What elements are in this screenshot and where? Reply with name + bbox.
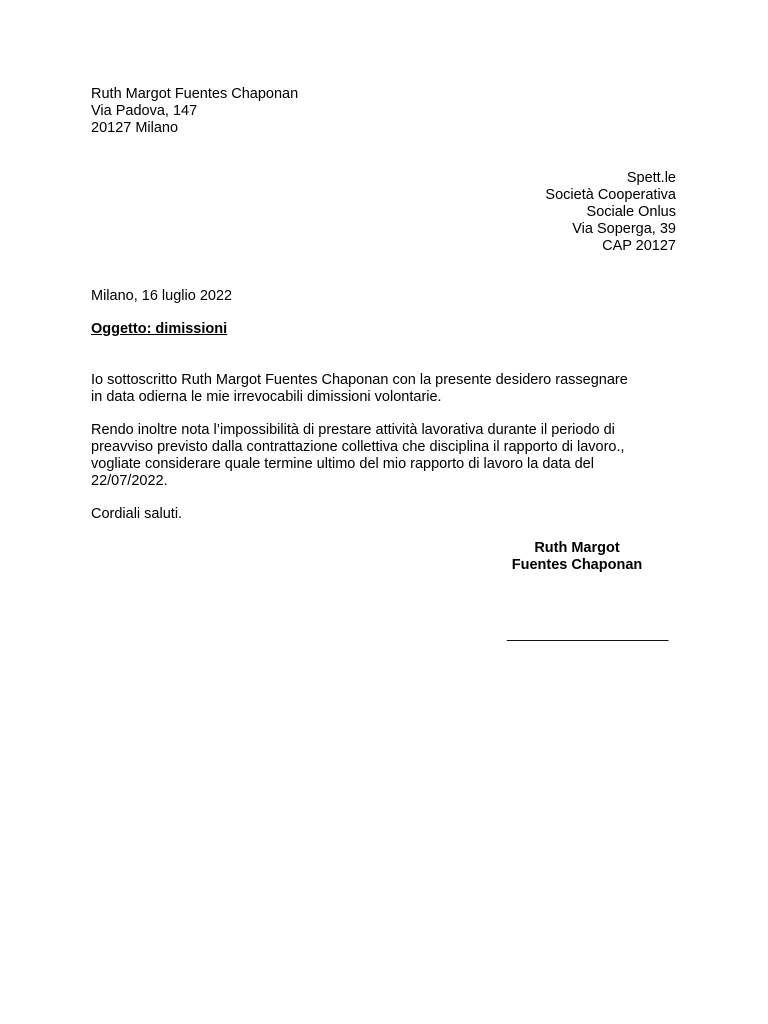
letter-subject: Oggetto: dimissioni	[91, 321, 228, 337]
letter-date: Milano, 16 luglio 2022	[91, 288, 233, 304]
body-line: Io sottoscritto Ruth Margot Fuentes Chaponan con la presente desidero rassegnare	[91, 372, 628, 388]
sender-address	[91, 86, 298, 137]
sender-name: Ruth Margot Fuentes Chaponan	[91, 86, 299, 102]
recipient-salutation: Spett.le	[626, 170, 676, 186]
body-line: Rendo inoltre nota l’impossibilità di prestare attività lavorativa durante il periodo di	[91, 422, 615, 438]
recipient-line2: Sociale Onlus	[586, 204, 676, 220]
signature-name-line2: Fuentes Chaponan	[511, 557, 643, 573]
signature-name	[497, 540, 657, 574]
body-paragraph-1	[91, 372, 681, 406]
letter-body	[91, 372, 681, 506]
recipient-line1: Società Cooperativa	[545, 187, 676, 203]
signature-name-line1: Ruth Margot	[534, 540, 620, 556]
signature-line: ____________________	[507, 626, 669, 642]
body-line: preavviso previsto dalla contrattazione collettiva che disciplina il rapporto di lavoro.,	[91, 439, 625, 455]
body-line: vogliate considerare quale termine ultimo del mio rapporto di lavoro la data del	[91, 456, 594, 472]
sender-street: Via Padova, 147	[91, 103, 198, 119]
recipient-street: Via Soperga, 39	[572, 221, 676, 237]
body-line: 22/07/2022.	[91, 473, 168, 489]
body-line: in data odierna le mie irrevocabili dimissioni volontarie.	[91, 389, 442, 405]
letter-closing: Cordiali saluti.	[91, 506, 183, 522]
recipient-cap: CAP 20127	[602, 238, 676, 254]
recipient-address	[545, 170, 676, 255]
sender-city: 20127 Milano	[91, 120, 179, 136]
body-paragraph-2	[91, 422, 681, 490]
